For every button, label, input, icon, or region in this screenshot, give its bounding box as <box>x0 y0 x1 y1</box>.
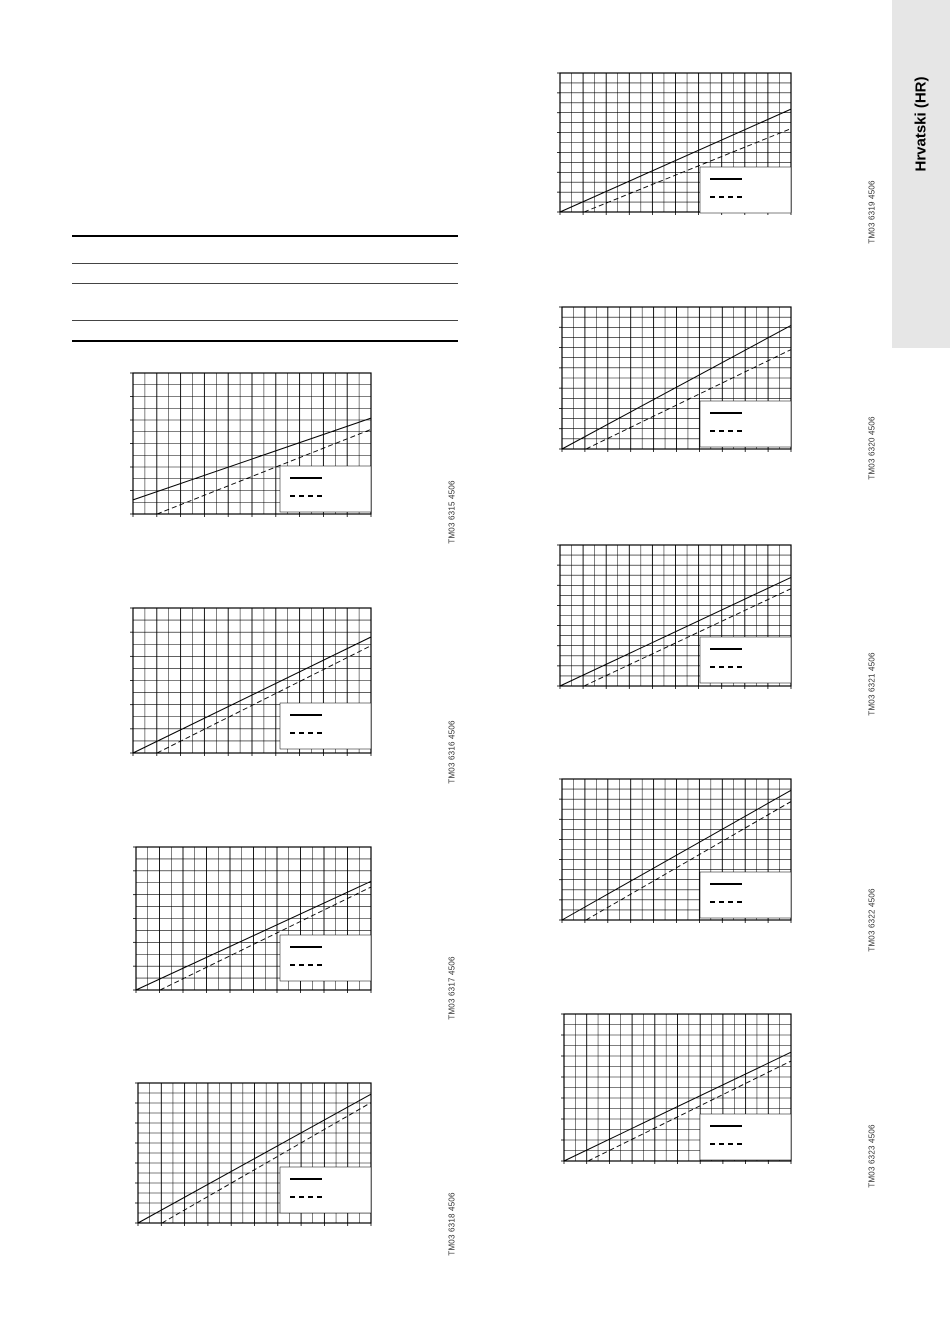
performance-chart <box>556 71 795 218</box>
performance-chart <box>134 1081 375 1229</box>
performance-chart <box>558 305 795 455</box>
figure-code: TM03 6320 4506 <box>867 416 877 480</box>
legend-box <box>700 167 791 213</box>
performance-chart <box>558 777 795 926</box>
performance-chart <box>129 371 375 520</box>
performance-chart <box>556 543 795 692</box>
table-rule <box>72 320 458 321</box>
legend-box <box>280 466 371 512</box>
language-tab-label: Hrvatski (HR) <box>912 76 930 172</box>
figure-code: TM03 6322 4506 <box>867 888 877 952</box>
figure-code: TM03 6315 4506 <box>447 480 457 544</box>
legend-box <box>700 1114 791 1160</box>
figure-code: TM03 6316 4506 <box>447 720 457 784</box>
figure-code: TM03 6317 4506 <box>447 956 457 1020</box>
figure-code: TM03 6321 4506 <box>867 652 877 716</box>
language-tab <box>892 0 950 348</box>
legend-box <box>700 637 791 683</box>
performance-chart <box>129 606 375 759</box>
figure-code: TM03 6318 4506 <box>447 1192 457 1256</box>
table-rule <box>72 263 458 264</box>
legend-box <box>280 1167 371 1213</box>
table-rule-bottom <box>72 340 458 342</box>
figure-code: TM03 6319 4506 <box>867 180 877 244</box>
legend-box <box>700 872 791 918</box>
legend-box <box>700 401 791 447</box>
legend-box <box>280 935 371 981</box>
figure-code: TM03 6323 4506 <box>867 1124 877 1188</box>
table-rule-top <box>72 235 458 237</box>
performance-chart <box>560 1012 795 1167</box>
legend-box <box>280 703 371 749</box>
performance-chart <box>132 845 375 996</box>
table-rule <box>72 283 458 284</box>
